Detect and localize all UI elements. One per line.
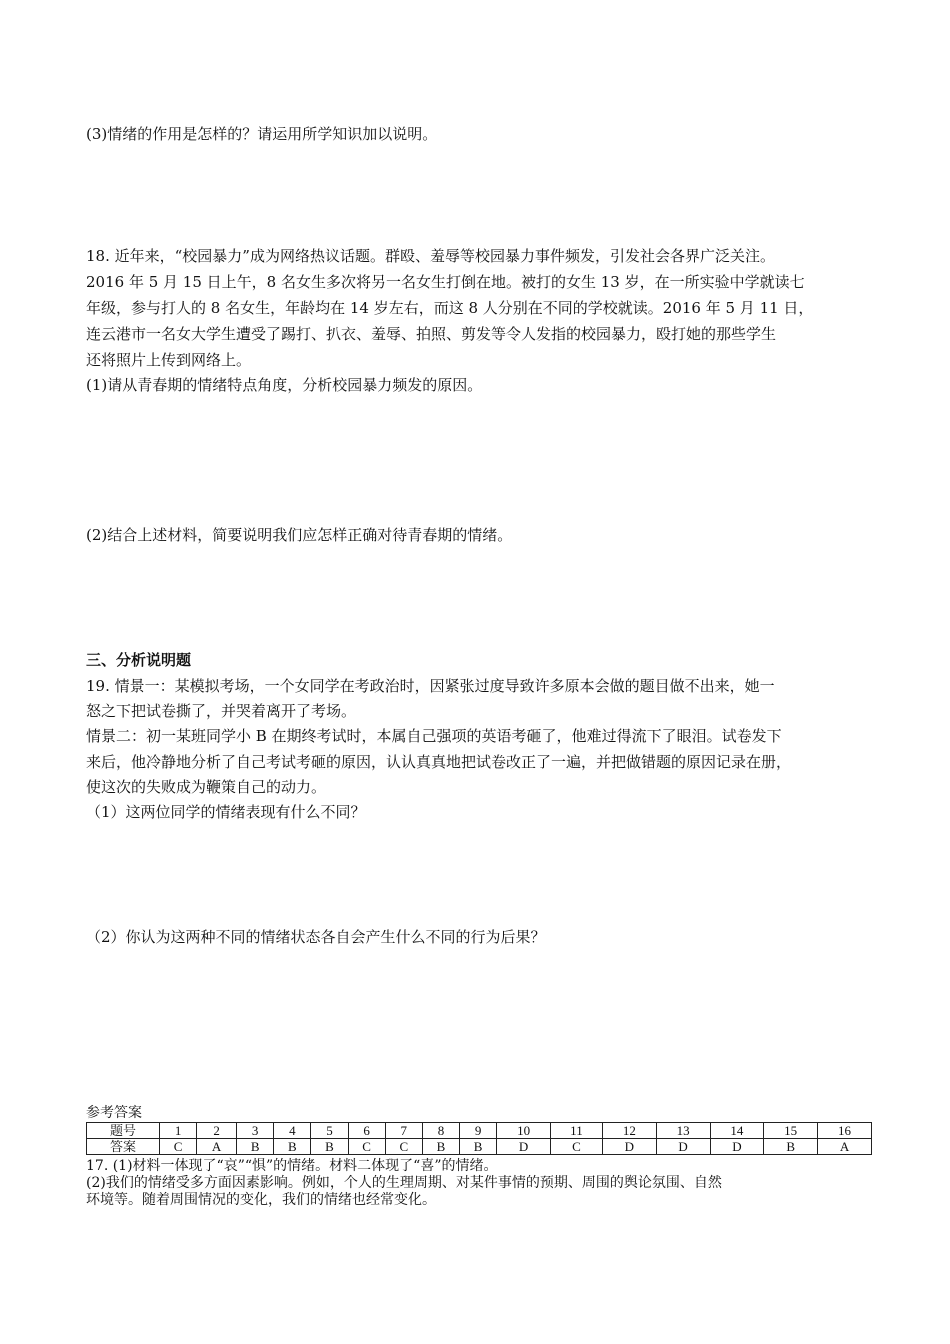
answer-key: C — [160, 1139, 197, 1155]
q18-line-2: 2016 年 5 月 15 日上午，8 名女生多次将另一名女生打倒在地。被打的女生 13 岁，在一所实验中学就读七 — [86, 273, 805, 291]
q19-line-2: 怒之下把试卷撕了，并哭着离开了考场。 — [86, 702, 357, 720]
answer-key: B — [460, 1139, 497, 1155]
question-number: 12 — [602, 1123, 656, 1139]
question-number: 7 — [385, 1123, 422, 1139]
answer-17-line-3: 环境等。随着周围情况的变化，我们的情绪也经常变化。 — [86, 1192, 436, 1208]
question-number: 2 — [197, 1123, 237, 1139]
question-number: 13 — [656, 1123, 710, 1139]
answer-key: C — [348, 1139, 385, 1155]
answer-key: B — [311, 1139, 348, 1155]
answer-17-line-2: (2)我们的情绪受多方面因素影响。例如，个人的生理周期、对某件事情的预期、周围的舆论氛围、自然 — [86, 1175, 722, 1191]
q19-sub1: （1）这两位同学的情绪表现有什么不同？ — [86, 803, 366, 821]
question-number: 10 — [497, 1123, 551, 1139]
question-number: 8 — [422, 1123, 459, 1139]
question-number: 1 — [160, 1123, 197, 1139]
answer-key: B — [764, 1139, 818, 1155]
q18-line-5: 还将照片上传到网络上。 — [86, 351, 252, 369]
answer-key: D — [602, 1139, 656, 1155]
answer-table-key-row — [87, 1139, 872, 1155]
question-number: 3 — [237, 1123, 274, 1139]
row-label-number: 题号 — [87, 1123, 160, 1139]
answer-key: B — [422, 1139, 459, 1155]
answer-key: C — [550, 1139, 602, 1155]
q18-sub1: (1)请从青春期的情绪特点角度，分析校园暴力频发的原因。 — [86, 376, 483, 394]
q17-sub3: (3)情绪的作用是怎样的？请运用所学知识加以说明。 — [86, 125, 438, 143]
answer-key: D — [656, 1139, 710, 1155]
q18-sub2: (2)结合上述材料，简要说明我们应怎样正确对待青春期的情绪。 — [86, 526, 513, 544]
q18-line-4: 连云港市一名女大学生遭受了踢打、扒衣、羞辱、拍照、剪发等令人发指的校园暴力，殴打她的那些学生 — [86, 325, 777, 343]
q19-sub2: （2）你认为这两种不同的情绪状态各自会产生什么不同的行为后果？ — [86, 928, 546, 946]
q19-line-5: 使这次的失败成为鞭策自己的动力。 — [86, 778, 327, 796]
answer-key: D — [710, 1139, 764, 1155]
answer-17-line-1: 17. (1)材料一体现了“哀”“惧”的情绪。材料二体现了“喜”的情绪。 — [86, 1158, 498, 1174]
answer-key: A — [197, 1139, 237, 1155]
row-label-answer: 答案 — [87, 1139, 160, 1155]
q19-line-3: 情景二：初一某班同学小 B 在期终考试时，本属自己强项的英语考砸了，他难过得流下了眼泪。试卷发下 — [86, 727, 782, 745]
answers-title: 参考答案 — [86, 1105, 142, 1121]
answer-key: A — [818, 1139, 872, 1155]
answer-table-number-row — [87, 1123, 872, 1139]
answer-key: B — [237, 1139, 274, 1155]
question-number: 6 — [348, 1123, 385, 1139]
q19-line-4: 来后，他冷静地分析了自己考试考砸的原因，认认真真地把试卷改正了一遍，并把做错题的原因记录在册， — [86, 753, 792, 771]
question-number: 14 — [710, 1123, 764, 1139]
answer-key: B — [274, 1139, 311, 1155]
question-number: 15 — [764, 1123, 818, 1139]
q18-line-1: 18. 近年来，“校园暴力”成为网络热议话题。群殴、羞辱等校园暴力事件频发，引发社会各界广泛关注。 — [86, 247, 775, 265]
question-number: 4 — [274, 1123, 311, 1139]
answer-key: C — [385, 1139, 422, 1155]
question-number: 9 — [460, 1123, 497, 1139]
q18-line-3: 年级，参与打人的 8 名女生，年龄均在 14 岁左右，而这 8 人分别在不同的学校就读。2016 年 5 月 11 日， — [86, 299, 814, 317]
question-number: 11 — [550, 1123, 602, 1139]
section3-heading: 三、分析说明题 — [86, 651, 192, 669]
answer-table — [86, 1122, 872, 1155]
q19-line-1: 19. 情景一：某模拟考场，一个女同学在考政治时，因紧张过度导致许多原本会做的题目做不出来，她一 — [86, 677, 775, 695]
question-number: 16 — [818, 1123, 872, 1139]
answer-key: D — [497, 1139, 551, 1155]
question-number: 5 — [311, 1123, 348, 1139]
